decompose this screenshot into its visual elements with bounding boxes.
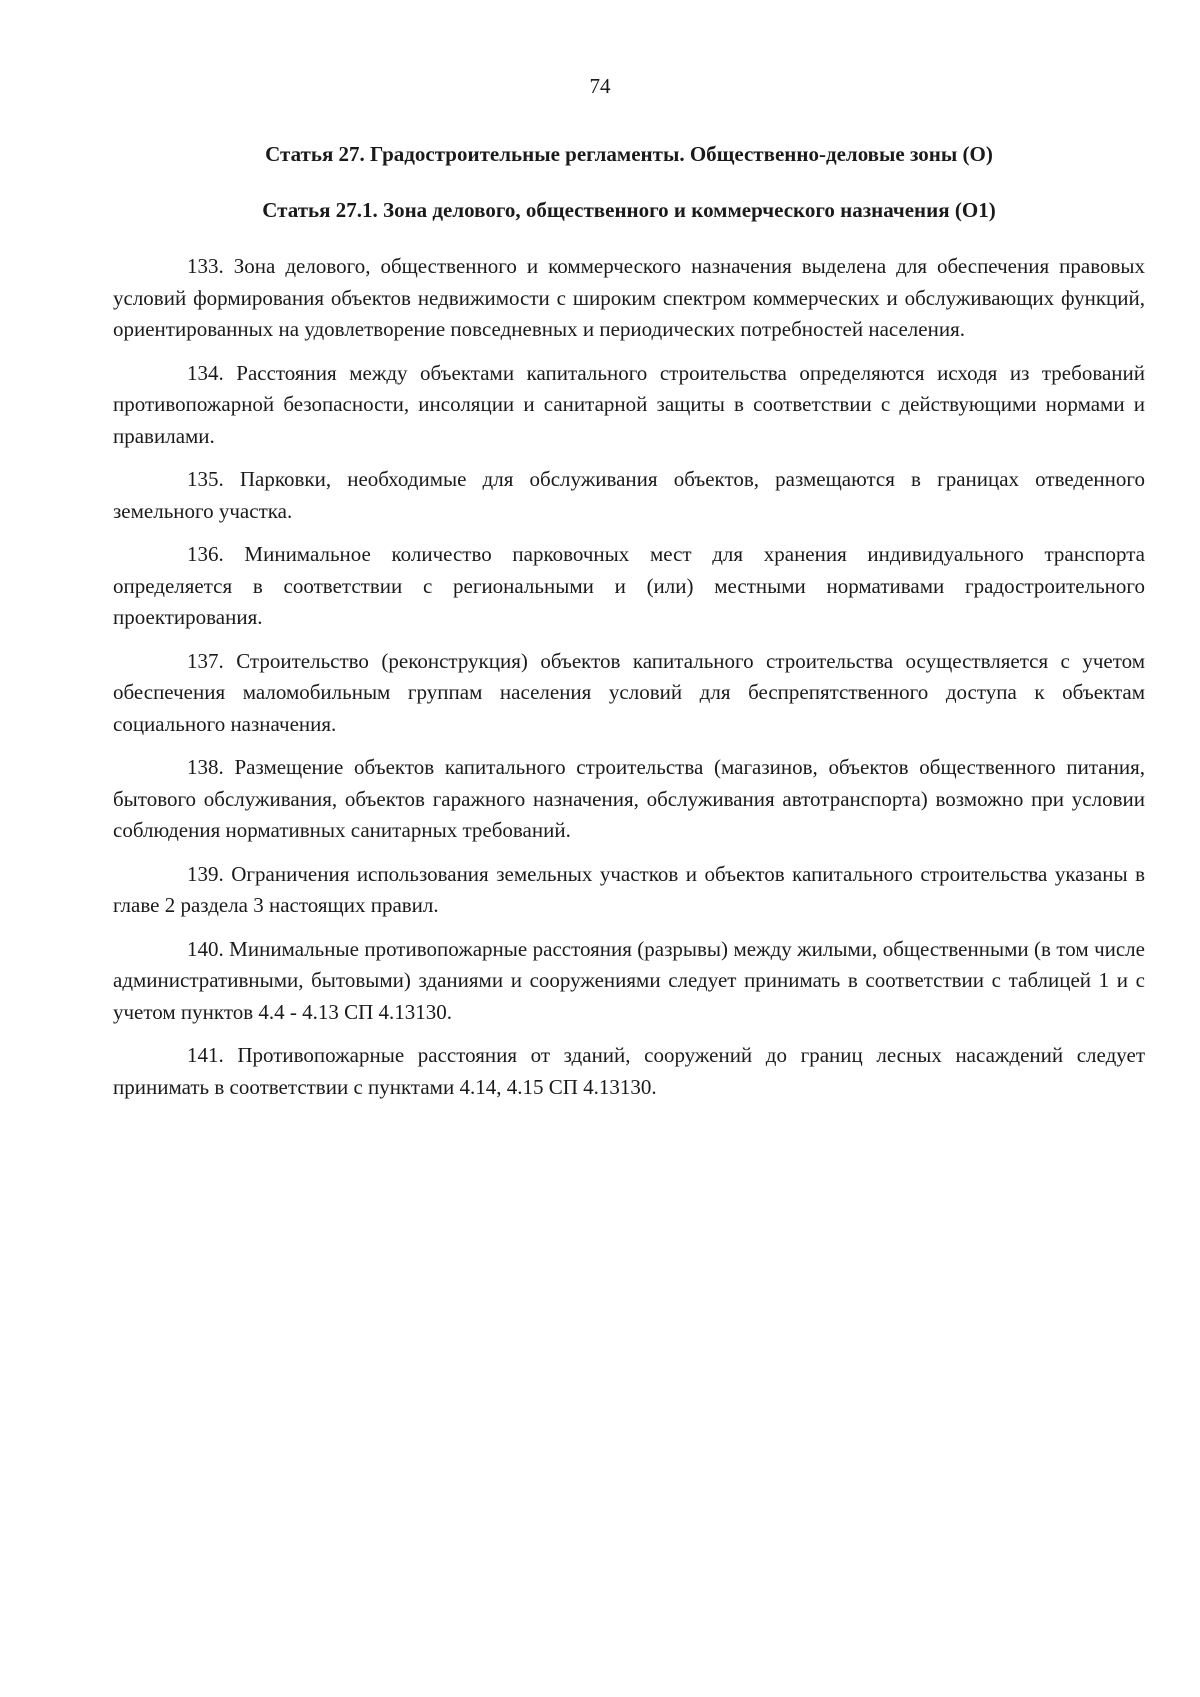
page-number: 74 bbox=[589, 74, 611, 98]
paragraph-141: 141. Противопожарные расстояния от зданий, сооружений до границ лесных насаждений следует принимать в соответствии с пунктами 4.14, 4.15 СП 4.13130. bbox=[113, 1043, 1145, 1099]
paragraph-137: 137. Строительство (реконструкция) объектов капитального строительства осуществляется с учетом обеспечения маломобильным группам населения условий для беспрепятственного доступа к объектам социального назначения. bbox=[113, 648, 1145, 736]
paragraph-134: 134. Расстояния между объектами капитального строительства определяются исходя из требований противопожарной безопасности, инсоляции и санитарной защиты в соответствии с действующими нормами и правилами. bbox=[113, 360, 1145, 448]
paragraph-140: 140. Минимальные противопожарные расстояния (разрывы) между жилыми, общественными (в том числе административными, бытовыми) зданиями и сооружениями следует принимать в соответствии с таблицей 1 и с учетом пунктов 4.4 - 4.13 СП 4.13130. bbox=[113, 936, 1145, 1024]
paragraph-138: 138. Размещение объектов капитального строительства (магазинов, объектов общественного питания, бытового обслуживания, объектов гаражного назначения, обслуживания автотранспорта) возможно при условии соблюдения нормативных санитарных требований. bbox=[113, 755, 1145, 842]
document-body bbox=[113, 251, 1145, 1115]
article-heading: Статья 27. Градостроительные регламенты. Общественно-деловые зоны (О) bbox=[265, 142, 993, 166]
paragraph-133: 133. Зона делового, общественного и коммерческого назначения выделена для обеспечения правовых условий формирования объектов недвижимости с широким спектром коммерческих и обслуживающих функций, ориентированных на удовлетворение повседневных и периодических потребностей населения. bbox=[113, 254, 1145, 341]
paragraph-139: 139. Ограничения использования земельных участков и объектов капитального строительства указаны в главе 2 раздела 3 настоящих правил. bbox=[113, 861, 1145, 917]
subarticle-heading: Статья 27.1. Зона делового, общественного и коммерческого назначения (О1) bbox=[262, 198, 996, 222]
paragraph-136: 136. Минимальное количество парковочных мест для хранения индивидуального транспорта определяется в соответствии с региональными и (или) местными нормативами градостроительного проектирования. bbox=[113, 542, 1145, 629]
paragraph-135: 135. Парковки, необходимые для обслуживания объектов, размещаются в границах отведенного земельного участка. bbox=[113, 467, 1145, 523]
